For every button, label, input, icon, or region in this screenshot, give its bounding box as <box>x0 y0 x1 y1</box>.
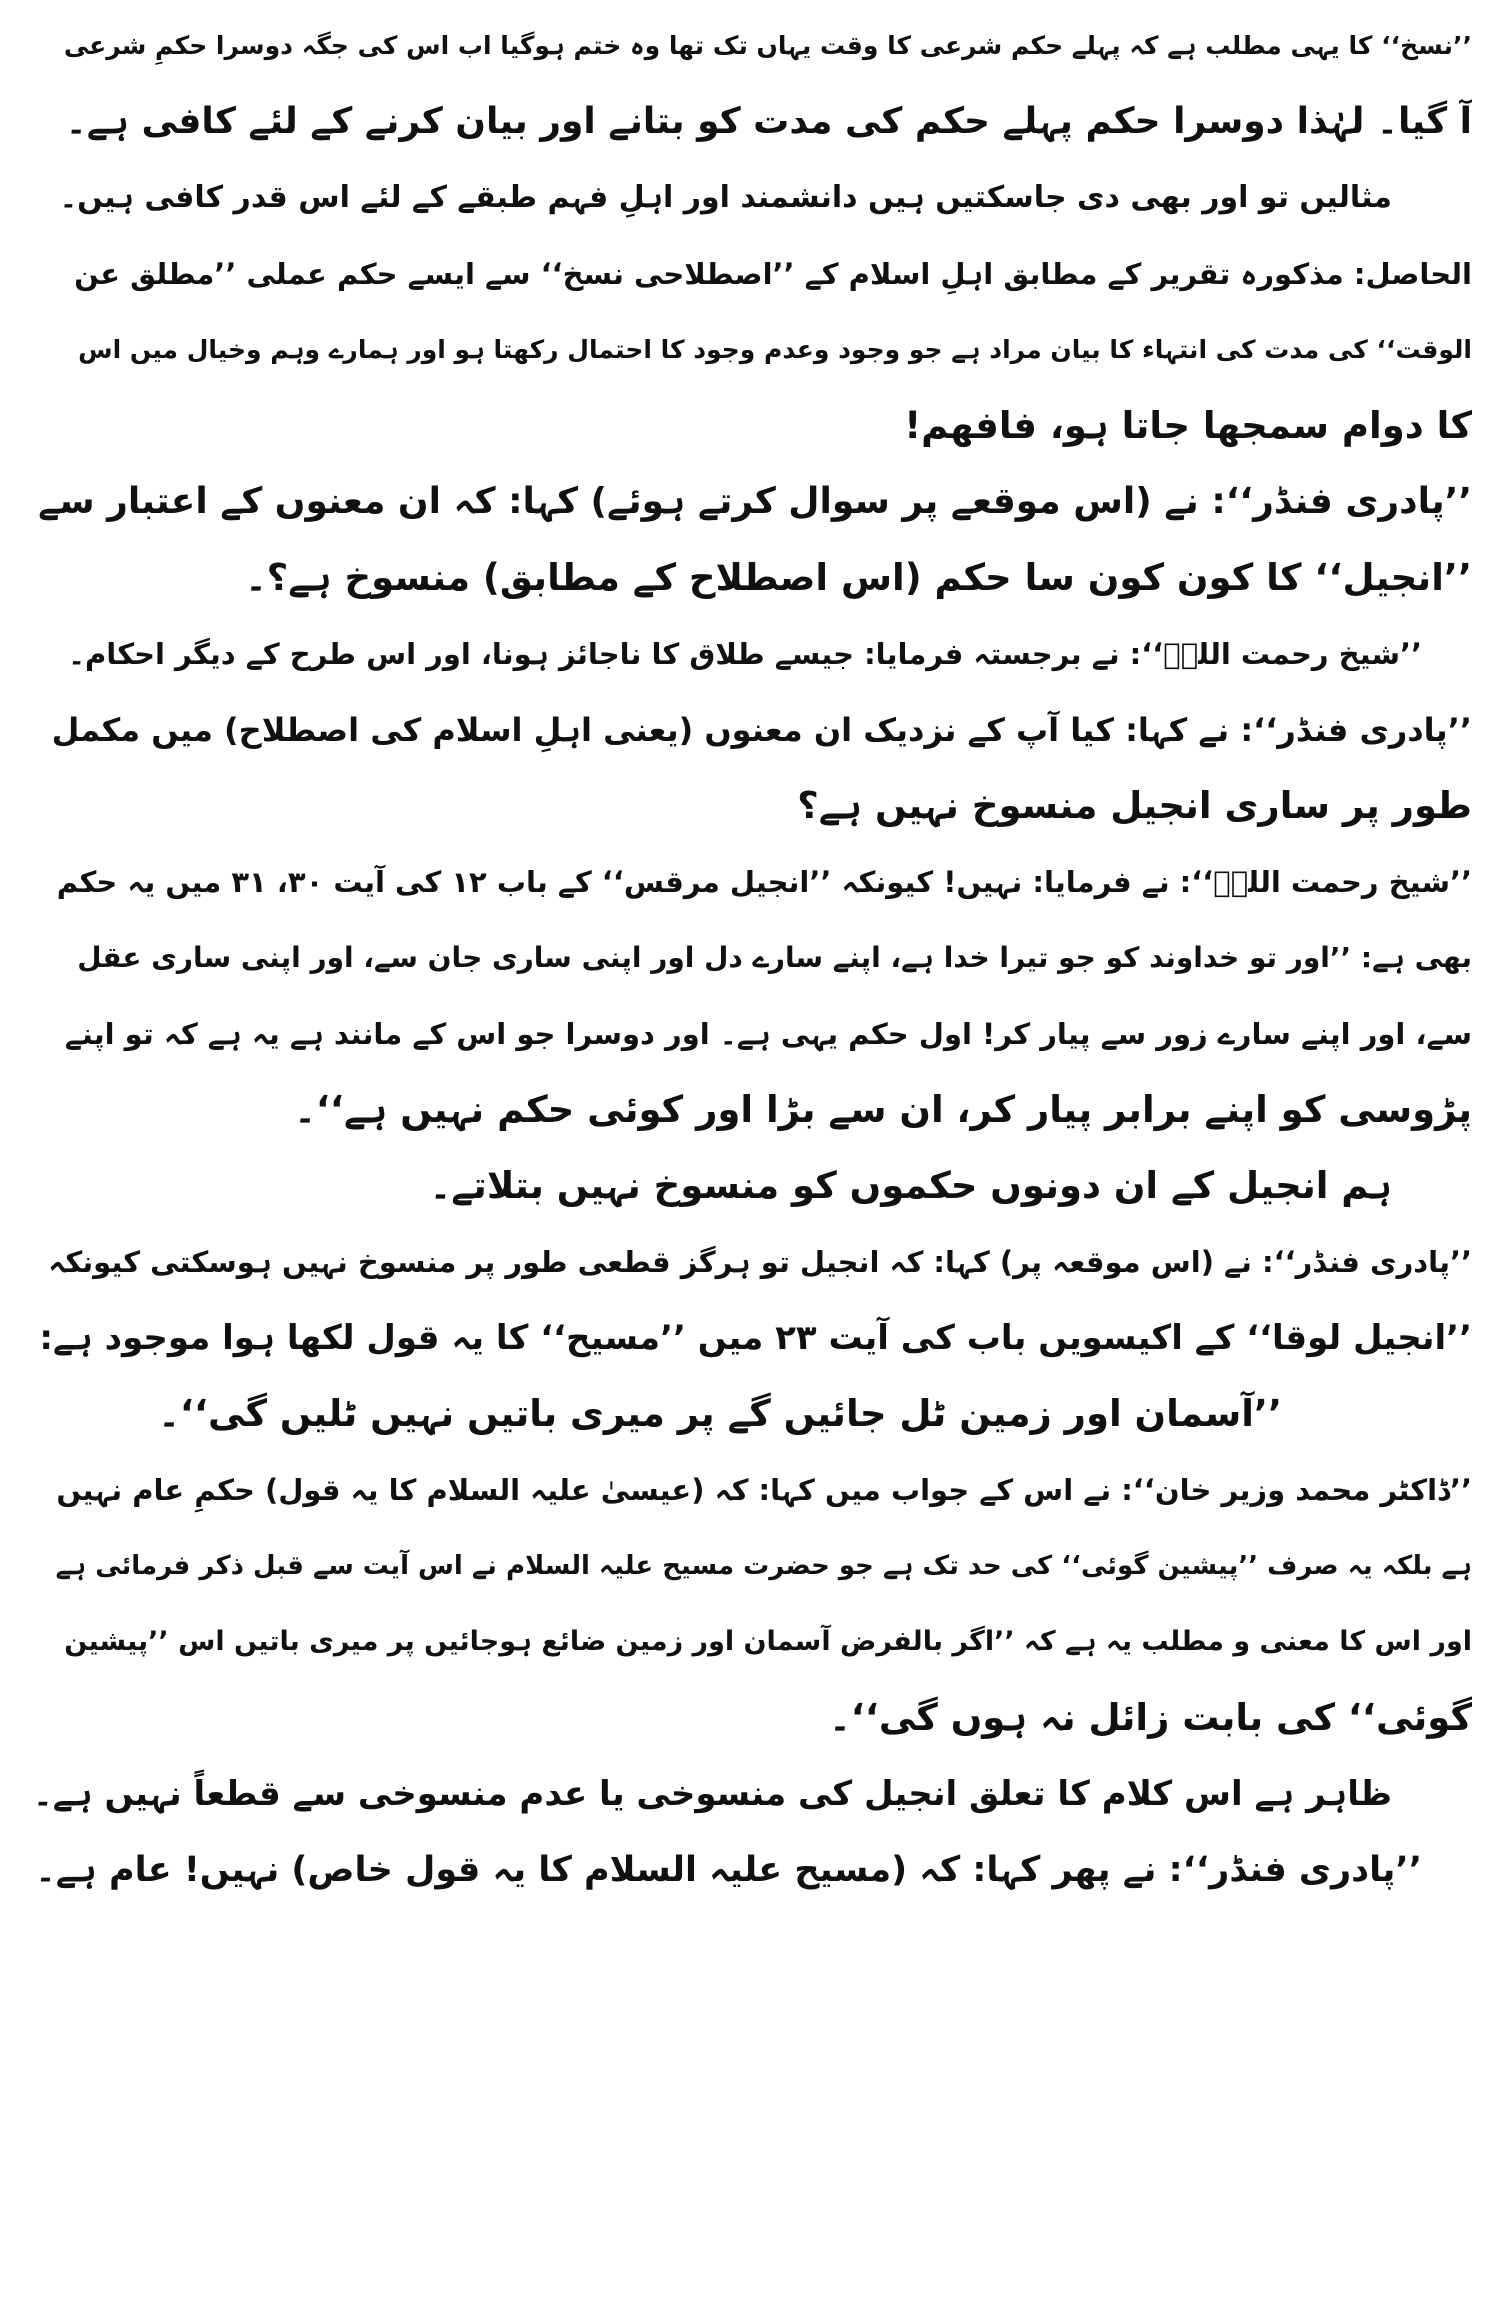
text-line: ہے بلکہ یہ صرف ’’پیشین گوئی‘‘ کی حد تک ہے جو حضرت مسیح علیہ السلام نے اس آیت سے قبل ذکر فرمائی ہے <box>55 1551 1472 1581</box>
document-page <box>28 8 1472 2292</box>
text-line: آ گیا۔ لہٰذا دوسرا حکم پہلے حکم کی مدت کو بتانے اور بیان کرنے کے لئے کافی ہے۔ <box>65 101 1472 142</box>
text-line: الحاصل: مذکورہ تقریر کے مطابق اہلِ اسلام کے ’’اصطلاحی نسخ‘‘ سے ایسے حکم عملی ’’مطلق عن <box>74 257 1472 291</box>
text-line: ’’ڈاکٹر محمد وزیر خان‘‘: نے اس کے جواب میں کہا: کہ (عیسیٰ علیہ السلام کا یہ قول) حکمِ عام نہیں <box>56 1473 1472 1507</box>
text-line: ’’انجیل لوقا‘‘ کے اکیسویں باب کی آیت ۲۳ میں ’’مسیح‘‘ کا یہ قول لکھا ہوا موجود ہے: <box>39 1318 1472 1358</box>
text-line: ظاہر ہے اس کلام کا تعلق انجیل کی منسوخی یا عدم منسوخی سے قطعاً نہیں ہے۔ <box>32 1774 1392 1814</box>
text-line: ’’پادری فنڈر‘‘: نے کہا: کیا آپ کے نزدیک ان معنوں (یعنی اہلِ اسلام کی اصطلاح) میں مکمل <box>51 711 1472 749</box>
text-line: پڑوسی کو اپنے برابر پیار کر، ان سے بڑا اور کوئی حکم نہیں ہے‘‘۔ <box>294 1088 1472 1131</box>
text-line: ’’پادری فنڈر‘‘: نے (اس موقعے پر سوال کرتے ہوئے) کہا: کہ ان معنوں کے اعتبار سے <box>38 481 1472 522</box>
text-line: مثالیں تو اور بھی دی جاسکتیں ہیں دانشمند اور اہلِ فہم طبقے کے لئے اس قدر کافی ہیں۔ <box>59 180 1392 215</box>
text-line: ’’آسمان اور زمین ٹل جائیں گے پر میری باتیں نہیں ٹلیں گی‘‘۔ <box>158 1392 1282 1435</box>
text-line: طور پر ساری انجیل منسوخ نہیں ہے؟ <box>797 784 1472 827</box>
text-line: سے، اور اپنے سارے زور سے پیار کر! اول حکم یہی ہے۔ اور دوسرا جو اس کے مانند ہے یہ ہے کہ تو اپنے <box>64 1017 1472 1051</box>
text-line: بھی ہے: ’’اور تو خداوند کو جو تیرا خدا ہے، اپنے سارے دل اور اپنی ساری جان سے، اور اپنی ساری عقل <box>77 941 1472 974</box>
text-line: ’’پادری فنڈر‘‘: نے پھر کہا: کہ (مسیح علیہ السلام کا یہ قول خاص) نہیں! عام ہے۔ <box>35 1850 1422 1890</box>
text-line: ’’پادری فنڈر‘‘: نے (اس موقعہ پر) کہا: کہ انجیل تو ہرگز قطعی طور پر منسوخ نہیں ہوسکتی کیونکہ <box>48 1245 1472 1279</box>
text-line: ’’نسخ‘‘ کا یہی مطلب ہے کہ پہلے حکم شرعی کا وقت یہاں تک تھا وہ ختم ہوگیا اب اس کی جگہ دوسرا حکمِ شرعی <box>63 31 1472 60</box>
text-line: ہم انجیل کے ان دونوں حکموں کو منسوخ نہیں بتلاتے۔ <box>429 1164 1392 1207</box>
text-line: ’’انجیل‘‘ کا کون کون سا حکم (اس اصطلاح کے مطابق) منسوخ ہے؟۔ <box>245 556 1472 599</box>
text-line: اور اس کا معنی و مطلب یہ ہے کہ ’’اگر بالفرض آسمان اور زمین ضائع ہوجائیں پر میری باتیں اس ’’پیشین <box>64 1626 1472 1657</box>
text-line: ’’شیخ رحمت اللہؒ‘‘: نے فرمایا: نہیں! کیونکہ ’’انجیل مرقس‘‘ کے باب ۱۲ کی آیت ۳۰، ۳۱ میں یہ حکم <box>56 865 1472 899</box>
text-line: ’’شیخ رحمت اللہؒ‘‘: نے برجستہ فرمایا: جیسے طلاق کا ناجائز ہونا، اور اس طرح کے دیگر احکام۔ <box>68 637 1422 671</box>
text-line: الوقت‘‘ کی مدت کی انتہاء کا بیان مراد ہے جو وجود وعدم وجود کا احتمال رکھتا ہو اور ہمارے وہم وخیال میں اس <box>78 335 1472 364</box>
text-line: کا دوام سمجھا جاتا ہو، فافھم! <box>904 404 1472 447</box>
text-line: گوئی‘‘ کی بابت زائل نہ ہوں گی‘‘۔ <box>829 1696 1472 1739</box>
